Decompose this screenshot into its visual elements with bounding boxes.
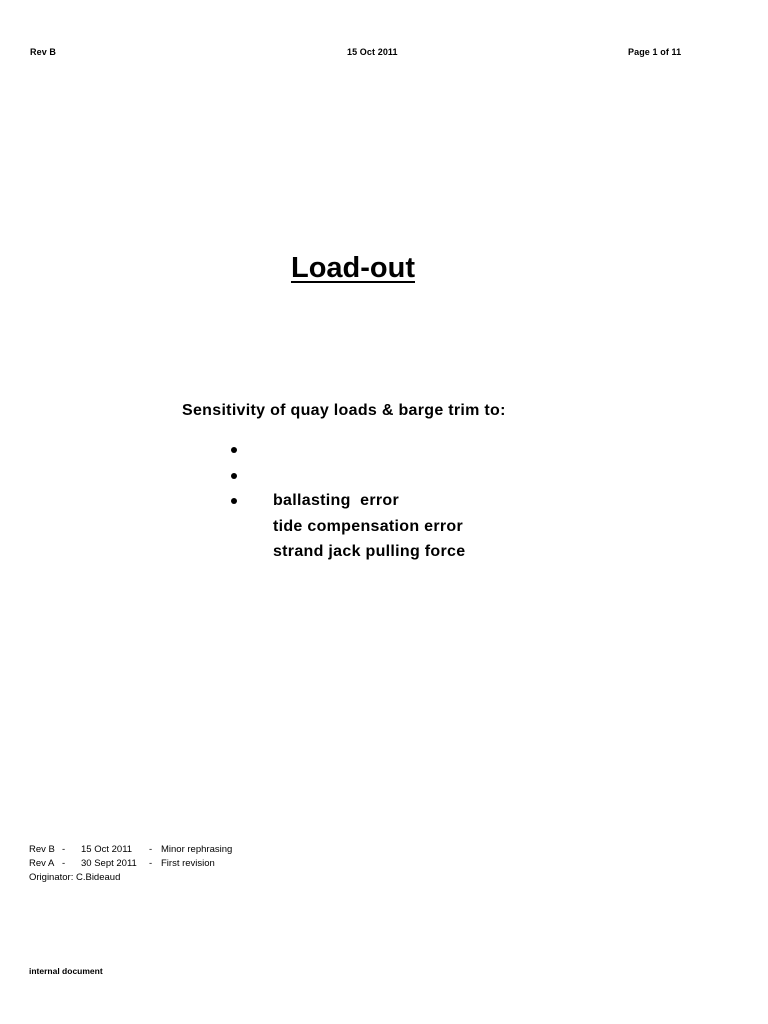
revision-id: Rev B: [29, 844, 55, 855]
bullet-icon: [231, 498, 237, 504]
revision-separator: -: [149, 844, 153, 855]
topic-list: [229, 437, 466, 560]
header-page-number: Page 1 of 11: [628, 47, 682, 57]
revision-description: First revision: [161, 858, 215, 869]
topic-list-item: [229, 437, 465, 509]
document-title-block: [0, 252, 706, 285]
revision-date: 15 Oct 2011: [81, 844, 133, 855]
bullet-icon: [231, 473, 237, 479]
topic-text: tide compensation error: [272, 517, 464, 535]
document-subtitle: Sensitivity of quay loads & barge trim to:: [182, 402, 506, 419]
header-revision: Rev B: [30, 47, 57, 57]
bullet-icon: [231, 447, 237, 453]
revision-separator: -: [149, 858, 153, 869]
revision-id: Rev A: [29, 858, 55, 869]
originator: Originator: C.Bideaud: [29, 872, 121, 883]
topic-text: strand jack pulling force: [272, 543, 466, 560]
revision-date: 30 Sept 2011: [81, 858, 137, 869]
header-date: 15 Oct 2011: [347, 47, 398, 57]
document-title: Load-out: [290, 252, 415, 284]
revision-separator: -: [62, 844, 66, 855]
revision-separator: -: [62, 858, 66, 869]
revision-description: Minor rephrasing: [161, 844, 233, 855]
footer-classification: internal document: [29, 966, 103, 976]
topic-text: ballasting error: [272, 492, 400, 509]
